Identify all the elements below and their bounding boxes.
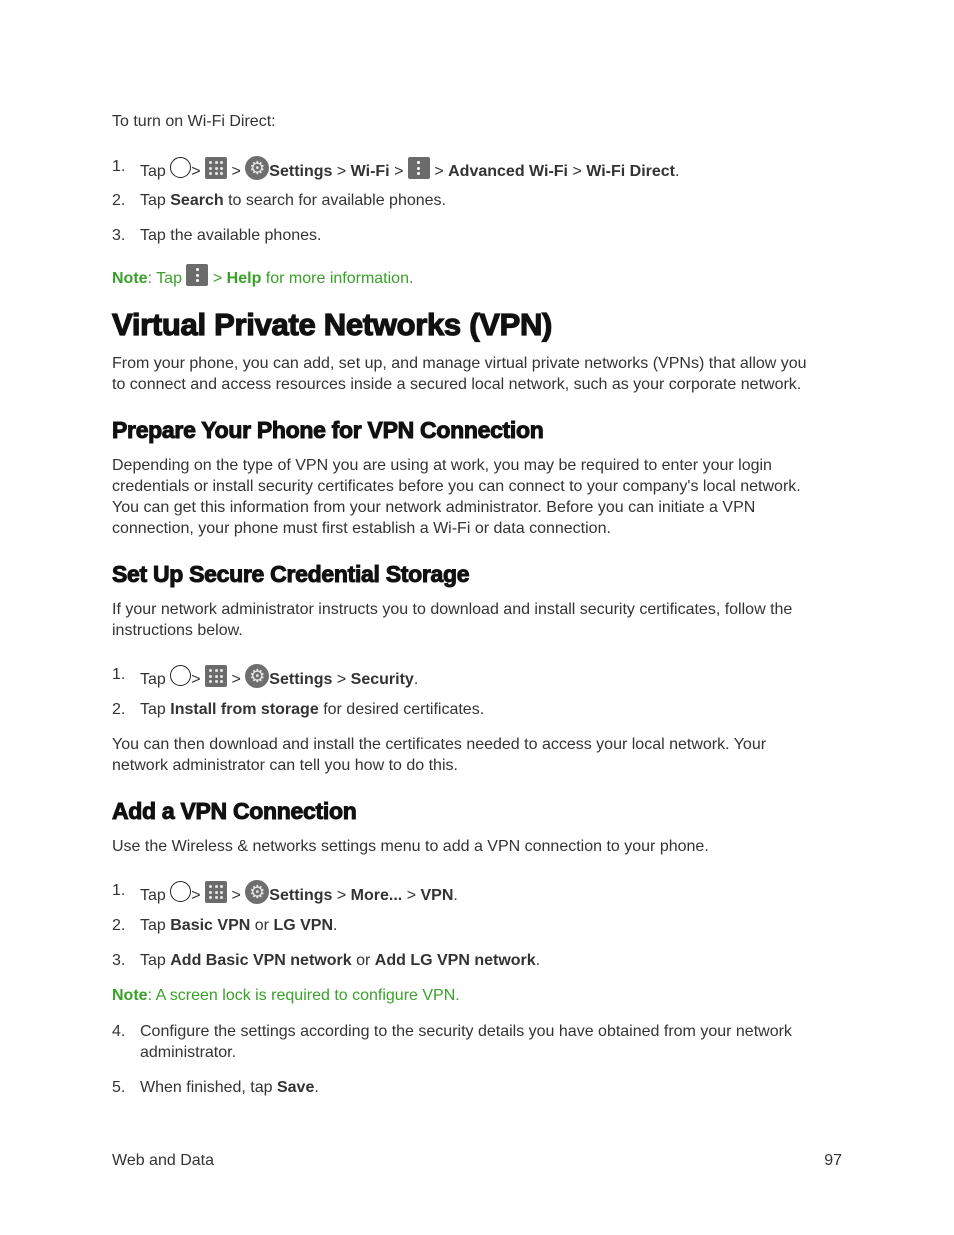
prepare-paragraph: Depending on the type of VPN you are using at work, you may be required to enter your login credentials or install security certificates before you can connect to your company's local network. You can get this information from your network administrator. Before you can initiate a VPN connection, your phone must first establish a Wi-Fi or data connection. — [112, 457, 801, 537]
intro-text: To turn on Wi-Fi Direct: — [112, 113, 276, 130]
storage-paragraph: If your network administrator instructs you to download and install security certificates, follow the instructions below. — [112, 601, 793, 639]
note-screen-lock: Note: A screen lock is required to configure VPN. — [112, 987, 460, 1004]
menu-icon — [408, 157, 430, 179]
heading-storage: Set Up Secure Credential Storage — [112, 561, 470, 587]
add-step-5: 5. When finished, tap Save. — [112, 1079, 319, 1096]
menu-icon — [186, 264, 208, 286]
footer-page-number: 97 — [824, 1152, 842, 1169]
storage-step-2: 2. Tap Install from storage for desired certificates. — [112, 701, 485, 718]
apps-icon — [205, 157, 227, 179]
apps-icon — [205, 665, 227, 687]
storage-step-1: 1. Tap > > ⚙ Settings > Security. — [112, 666, 419, 688]
home-icon — [170, 881, 191, 902]
settings-gear-icon: ⚙ — [245, 880, 269, 904]
add-step-1: 1. Tap > > ⚙ Settings > More... > VPN. — [112, 882, 458, 904]
settings-gear-icon: ⚙ — [245, 664, 269, 688]
footer-section: Web and Data — [112, 1152, 214, 1169]
add-step-3: 3. Tap Add Basic VPN network or Add LG VPN network. — [112, 952, 541, 969]
add-step-2: 2. Tap Basic VPN or LG VPN. — [112, 917, 338, 934]
add-step-4: 4. Configure the settings according to the security details you have obtained from your network administrator. — [112, 1023, 792, 1061]
wifi-step-1: 1. Tap > > ⚙ Settings > Wi-Fi > > Advanced Wi-Fi > Wi-Fi Direct. — [112, 158, 680, 180]
heading-vpn: Virtual Private Networks (VPN) — [112, 307, 553, 342]
add-paragraph: Use the Wireless & networks settings menu to add a VPN connection to your phone. — [112, 838, 709, 855]
heading-prepare: Prepare Your Phone for VPN Connection — [112, 417, 544, 443]
heading-add-vpn: Add a VPN Connection — [112, 798, 357, 824]
storage-after-paragraph: You can then download and install the certificates needed to access your local network. Your network administrator can tell you how to do this. — [112, 736, 767, 774]
settings-gear-icon: ⚙ — [245, 156, 269, 180]
home-icon — [170, 665, 191, 686]
wifi-step-3: 3. Tap the available phones. — [112, 227, 322, 244]
apps-icon — [205, 881, 227, 903]
vpn-paragraph: From your phone, you can add, set up, and manage virtual private networks (VPNs) that allow you to connect and access resources inside a secured local network, such as your corporate network. — [112, 355, 807, 393]
wifi-step-2: 2. Tap Search to search for available phones. — [112, 192, 446, 209]
home-icon — [170, 157, 191, 178]
note-help: Note: Tap > Help for more information. — [112, 264, 413, 289]
